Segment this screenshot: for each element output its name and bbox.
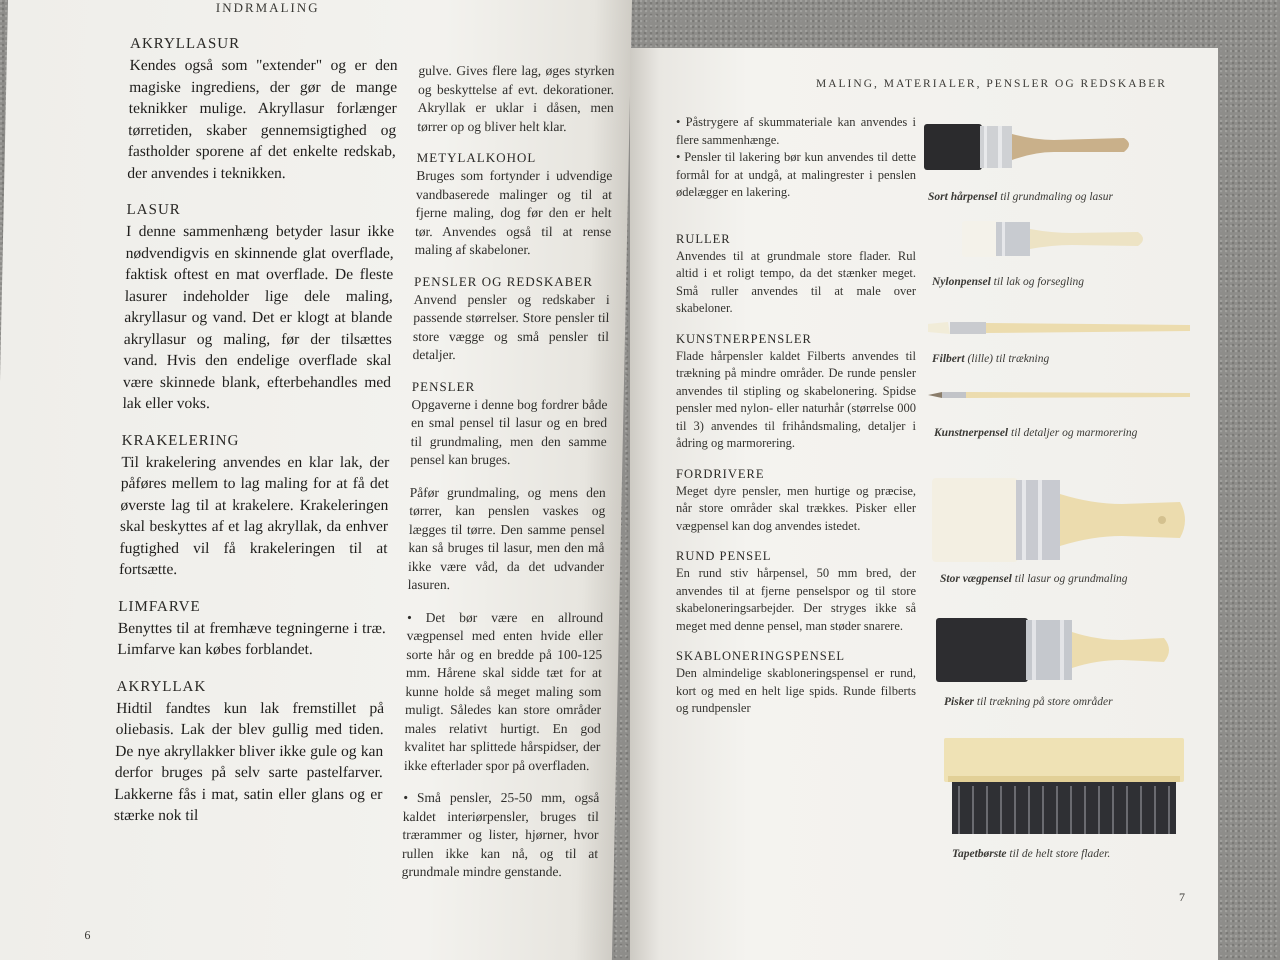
caption-name: Stor vægpensel (940, 573, 1012, 585)
caption-nylonpensel (932, 276, 1084, 288)
section-text: Den almindelige skabloneringspensel er rund, kort og med en helt lige spids. Runde filberts og rundpensler (676, 666, 916, 715)
artist-brush-icon (928, 386, 1192, 404)
section-text: Til krakelering anvendes en klar lak, der påføres mellem to lag maling for at få det øverste lag til at krakelere. Krakeleringen skal beskyttes af et lag akryllak, da enhver fugtighed vil få krakeleringen til at fortsætte. (118, 453, 390, 578)
section-text: Hidtil fandtes kun lak fremstillet på oliebasis. Lak der blev gullig med tiden. De nye akryllakker bliver ikke gule og kan derfor bruges på selv sarte pastelfarver. Lakkerne fås i mat, satin eller glans og er stærke nok til (113, 699, 385, 824)
caption-desc: (lille) til trækning (967, 353, 1050, 365)
caption-tapetborste (952, 848, 1110, 860)
left-column-2 (401, 62, 614, 896)
caption-kunstnerpensel (934, 425, 1137, 442)
section-heading: PENSLER OG REDSKABER (413, 273, 594, 289)
section-text: Kendes også som "extender" og er den magiske ingrediens, der gør de mange teknikker mulige. Akryllasur forlænger tørretiden, skaber gennemsigtighed og fastholder sporene af det enkelte redskab, der anvendes i teknikken. (127, 57, 398, 182)
section-text: Opgaverne i denne bog fordrer både en smal pensel til lasur og en bred til grundmaling, men den samme pensel kan bruges. (410, 396, 608, 467)
section-heading: AKRYLLAK (116, 678, 207, 695)
caption-desc: til grundmaling og lasur (1000, 191, 1113, 203)
section-heading: RULLER (676, 231, 731, 246)
caption-filbert (932, 353, 1049, 365)
section-text: • Påstrygere af skummateriale kan anvendes i flere sammenhænge. (676, 115, 916, 147)
caption-name: Pisker (944, 696, 975, 708)
section-text: • Pensler til lakering bør kun anvendes til dette formål for at undgå, at malingrester i penslen ødelægger en lakering. (676, 150, 916, 199)
caption-name: Nylonpensel (932, 276, 991, 288)
section-heading: SKABLONERINGSPENSEL (676, 649, 846, 663)
caption-desc: til lak og forsegling (993, 276, 1085, 288)
caption-name: Filbert (932, 353, 965, 365)
section-heading: PENSLER (411, 378, 476, 394)
right-column-text (676, 114, 916, 732)
section-text: Påfør grundmaling, og mens den tørrer, kan penslen vaskes og lægges til tørre. Den samme pensel kan så bruges til lasur, men den må ikke være våd, da det udvander lasuren. (407, 484, 606, 592)
caption-desc: til de helt store flader. (1009, 848, 1111, 860)
section-text: • Små pensler, 25-50 mm, også kaldet interiørpensler, bruges til trærammer og lister, hjørner, hvor rullen ikke kan nå, og til at grundmale mindre genstande. (401, 790, 600, 879)
section-text: En rund stiv hårpensel, 50 mm bred, der anvendes til at fjerne penselspor og til store skabeloneringsarbejder. Der stryges ikke så meget med denne pensel, man støder snarere. (676, 566, 916, 633)
section-heading: LASUR (126, 202, 181, 218)
caption-pisker (944, 696, 1113, 708)
caption-desc: til lasur og grundmaling (1014, 573, 1128, 585)
caption-name: Kunstnerpensel (934, 427, 1009, 439)
section-text: I denne sammenhæng betyder lasur ikke nødvendigvis en skinnende glat overflade, faktisk oftest en mat overflade. De fleste lasurer indeholder lige dele maling, akryllasur og vand. Det er klogt at blande akryllasur og maling, før der tilsættes vand. Hvis den endelige overflade skal være skinnede blank, efterbehandles med lak eller voks. (122, 223, 395, 412)
caption-desc: til trækning på store områder (976, 696, 1113, 708)
section-text: Flade hårpensler kaldet Filberts anvendes til trækning på mindre områder. De runde pensler anvendes til stipling og skabelonering. Spidse pensler med nylon- eller naturhår (størrelse 000 til 3) anvendes til frihåndsmaling, detaljer i ådring og marmorering. (676, 348, 916, 450)
caption-stor-vaegpensel (940, 573, 1128, 585)
caption-sort-harpensel (928, 191, 1113, 203)
section-heading: RUND PENSEL (676, 549, 772, 563)
caption-name: Sort hårpensel (928, 191, 998, 203)
filbert-brush-icon (928, 316, 1192, 340)
section-heading: FORDRIVERE (676, 466, 765, 481)
large-wall-brush-icon (932, 474, 1190, 566)
section-heading: KRAKELERING (121, 432, 240, 449)
section-heading: LIMFARVE (118, 598, 201, 615)
section-text: gulve. Gives flere lag, øges styrken og beskyttelse af evt. dekorationer. Akryllak er uklar i dåsen, men tørrer op og bliver helt klar. (417, 63, 615, 134)
section-text: Bruges som fortynder i udvendige vandbaserede malinger og til at fjerne maling, dog før den er helt tør. Anvendes også til at rense maling af skabeloner. (414, 168, 613, 257)
pisker-brush-icon (936, 614, 1176, 686)
wallpaper-brush-icon (944, 738, 1188, 838)
page-number-left: 6 (84, 928, 91, 942)
caption-name: Tapetbørste (952, 848, 1007, 860)
section-text: Meget dyre pensler, men hurtige og præcise, når store områder skal trækkes. Pisker eller vægpensel kan dog anvendes istedet. (676, 483, 916, 533)
right-running-head: MALING, MATERIALER, PENSLER OG REDSKABER (816, 78, 1167, 90)
section-heading: KUNSTNERPENSLER (676, 331, 812, 346)
page-number-right: 7 (1179, 890, 1185, 904)
left-column-1 (113, 36, 398, 845)
nylon-brush-icon (962, 216, 1148, 262)
left-running-head: INDRMALING (215, 0, 320, 15)
section-text: • Det bør være en allround vægpensel med enten hvide eller sorte hår og en bredde på 100-125 mm. Hårene skal sidde tæt for at kunne holde så meget maling som muligt. Således kan store områder males relativt hurtigt. En god kvalitet har splittede hårspidser, der ikke efterlader spor på overfladen. (403, 609, 604, 773)
black-bristle-brush-icon (924, 118, 1136, 178)
section-text: Benyttes til at fremhæve tegningerne i træ. Limfarve kan købes forblandet. (117, 619, 387, 658)
caption-desc: til detaljer og marmorering (1011, 427, 1138, 439)
section-text: Anvend pensler og redskaber i passende størrelser. Store pensler til store vægge og små pensler til detaljer. (412, 291, 610, 362)
section-heading: METYLALKOHOL (416, 150, 537, 165)
section-text: Anvendes til at grundmale store flader. Rul altid i et roligt tempo, da det stænker meget. Små ruller anvendes til at male over skabeloner. (676, 248, 916, 315)
section-heading: AKRYLLASUR (129, 36, 241, 52)
left-page (0, 0, 632, 960)
